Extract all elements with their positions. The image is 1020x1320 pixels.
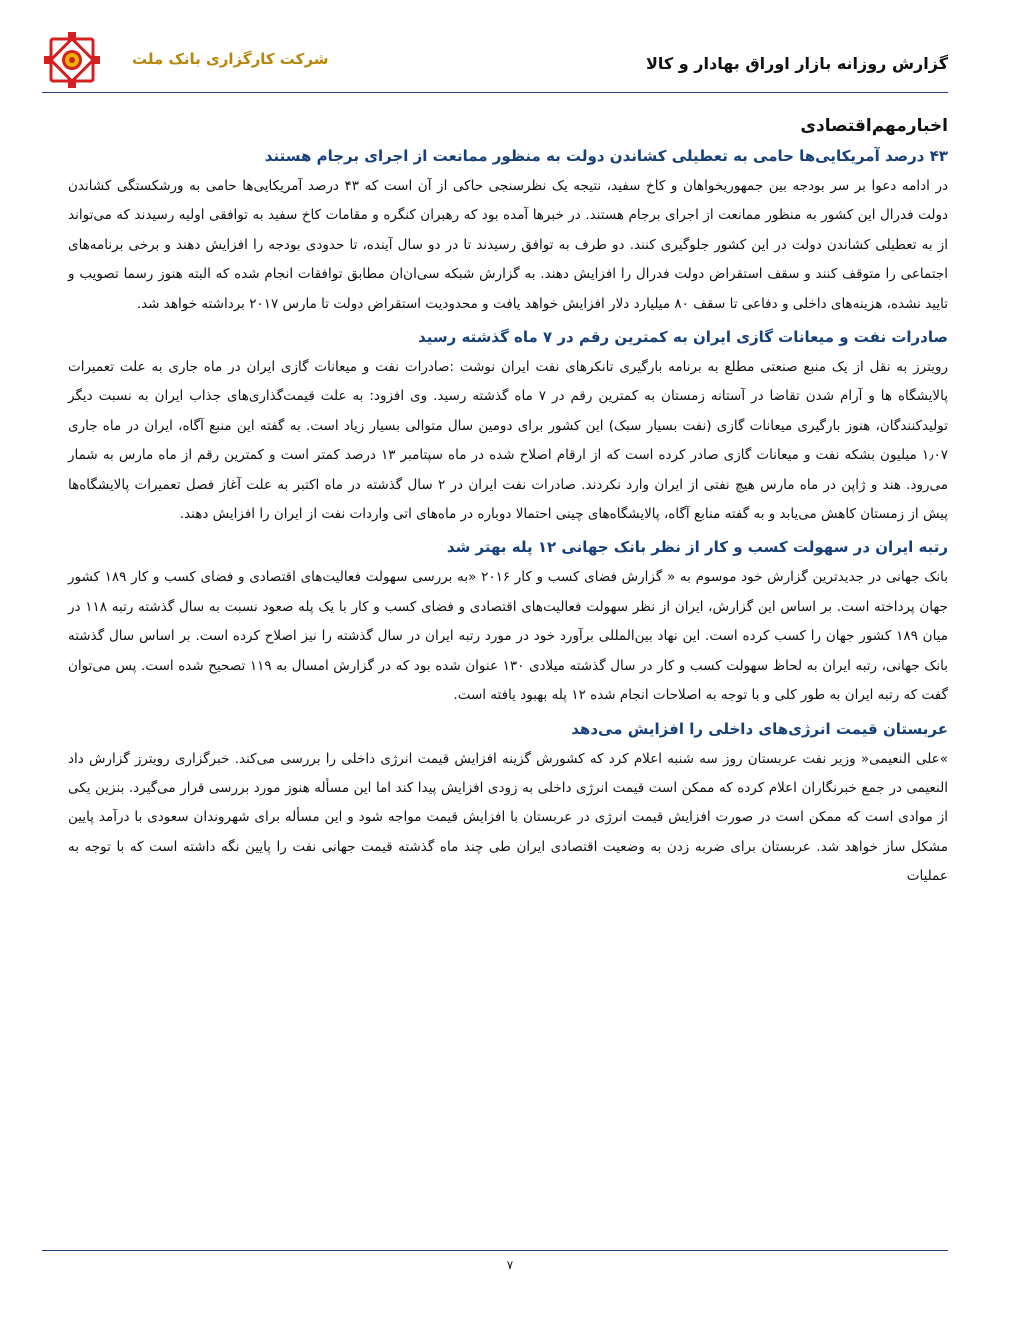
article-body: در ادامه دعوا بر سر بودجه بین جمهوریخواهان و کاخ سفید، نتیجه یک نظرسنجی حاکی از آن است که ۴۳ درصد آمریکایی‌ها حامی به ورشکستگی کشاندن دولت فدرال این کشور به منظور ممانعت از اجرای برجام هستند. در خبرها آمده بود که رهبران کنگره و مقامات کاخ سفید به توافقی اولیه رسیدند که می‌تواند از به تعطیلی کشاندن دولت در این کشور جلوگیری کنند. دو طرف به توافق رسیدند تا در دو سال آینده، تا حدودی بودجه را افزایش دهند و برخی برنامه‌های اجتماعی را متوقف کنند و سقف استقراض دولت فدرال را افزایش دهند. به گزارش شبکه سی‌ان‌ان مطابق توافقات انجام شده که البته هنوز رسما تصویب و تایید نشده، هزینه‌های داخلی و دفاعی تا سقف ۸۰ میلیارد دلار افزایش خواهد یافت و محدودیت استقراض دولت تا مارس ۲۰۱۷ برداشته خواهد شد. xyxy=(68,178,948,312)
report-title: گزارش روزانه بازار اوراق بهادار و کالا xyxy=(645,54,948,73)
news-article xyxy=(68,142,948,319)
article-heading: صادرات نفت و میعانات گازی ایران به کمترین رقم در ۷ ماه گذشته رسید xyxy=(418,328,948,347)
news-article xyxy=(68,715,948,892)
article-heading: عربستان قیمت انرژی‌های داخلی را افزایش می‌دهد xyxy=(571,719,948,738)
page-number: ۷ xyxy=(506,1258,514,1272)
article-body: بانک جهانی در جدیدترین گزارش خود موسوم به « گزارش فضای کسب و کار ۲۰۱۶ «به بررسی سهولت فعالیت‌های اقتصادی و فضای کسب و کار ۱۸۹ کشور جهان پرداخته است. بر اساس این گزارش، ایران از نظر سهولت فعالیت‌های اقتصادی و فضای کسب و کار با یک پله صعود نسبت به سال گذشته رتبه ۱۱۸ در میان ۱۸۹ کشور جهان را کسب کرده است. این نهاد بین‌المللی برآورد خود در مورد رتبه ایران در سال گذشته را نیز اصلاح کرده است. بر اساس سال گذشته بانک جهانی، رتبه ایران به لحاظ سهولت کسب و کار در سال گذشته میلادی ۱۳۰ عنوان شده بود که در گزارش امسال به ۱۱۹ تصحیح شده است. پس می‌توان گفت که رتبه ایران به طور کلی و با توجه به اصلاحات انجام شده ۱۲ پله بهبود یافته است. xyxy=(68,569,948,704)
article-heading: رتبه ایران در سهولت کسب و کار از نظر بانک جهانی ۱۲ پله بهتر شد xyxy=(446,538,948,557)
page-header xyxy=(0,0,1020,100)
bank-mellat-logo-icon xyxy=(42,30,102,90)
article-body: رویترز به نقل از یک منبع صنعتی مطلع به برنامه بارگیری تانکرهای نفت ایران نوشت :صادرات نفت و میعانات گازی ایران در ماه جاری به علت تعمیرات پالایشگاه ها و آرام شدن تقاضا در آستانه زمستان به کمترین رقم در ۷ ماه گذشته رسید. وی افزود: به علت قیمت‌گذاری‌های جذاب ایران به نسبت دیگر تولیدکنندگان، هنوز بارگیری میعانات گازی (نفت بسیار سبک) این کشور برای دومین سال متوالی بسیار زیاد است. به گفته این منبع آگاه، ایران در ماه جاری ۱٫۰۷ میلیون بشکه نفت و میعانات گازی صادر کرده است که از ارقام اصلاح شده در ماه سپتامبر ۱۳ درصد کمتر است و کمترین رقم از ماه مارس به شمار می‌رود. هند و ژاپن در ماه مارس هیچ نفتی از ایران وارد نکردند. صادرات نفت ایران در ۲ سال گذشته در ماه اکتبر به علت آغاز فصل تعمیرات پالایشگاه‌ها پیش از زمستان کاهش می‌یابد و به گفته منابع آگاه، پالایشگاه‌های چینی احتمالا دوباره در ماه‌های اتی واردات نفت از ایران را افزایش دهند. xyxy=(68,359,948,523)
footer-divider xyxy=(42,1250,948,1251)
article-body: »علی النعیمی« وزیر نفت عربستان روز سه شنبه اعلام کرد که کشورش گزینه افزایش قیمت انرژی داخلی را بررسی می‌کند. خبرگزاری رویترز گزارش داد النعیمی در جمع خبرنگاران اعلام کرده که ممکن است قیمت انرژی داخلی به زودی افزایش پیدا کند اما این مسأله هنوز مورد بررسی قرار می‌گیرد. بنزین یکی از موادی است که ممکن است در صورت افزایش قیمت انرژی در عربستان با افزایش قیمت مواجه شود و این مسأله برای شهروندان سعودی با درآمد پایین مشکل ساز خواهد شد. عربستان برای ضربه زدن به وضعیت اقتصادی ایران طی چند ماه گذشته قیمت جهانی نفت را پایین نگه داشته است که با توجه به عملیات xyxy=(68,750,948,885)
section-title: اخبارمهم‌اقتصادی xyxy=(800,116,948,136)
main-content xyxy=(68,116,948,896)
company-name: شرکت کارگزاری بانک ملت xyxy=(132,50,329,68)
news-article xyxy=(68,323,948,529)
news-article xyxy=(68,533,948,710)
article-heading: ۴۳ درصد آمریکایی‌ها حامی به تعطیلی کشاندن دولت به منظور ممانعت از اجرای برجام هستند xyxy=(264,147,948,165)
header-divider xyxy=(42,92,948,93)
